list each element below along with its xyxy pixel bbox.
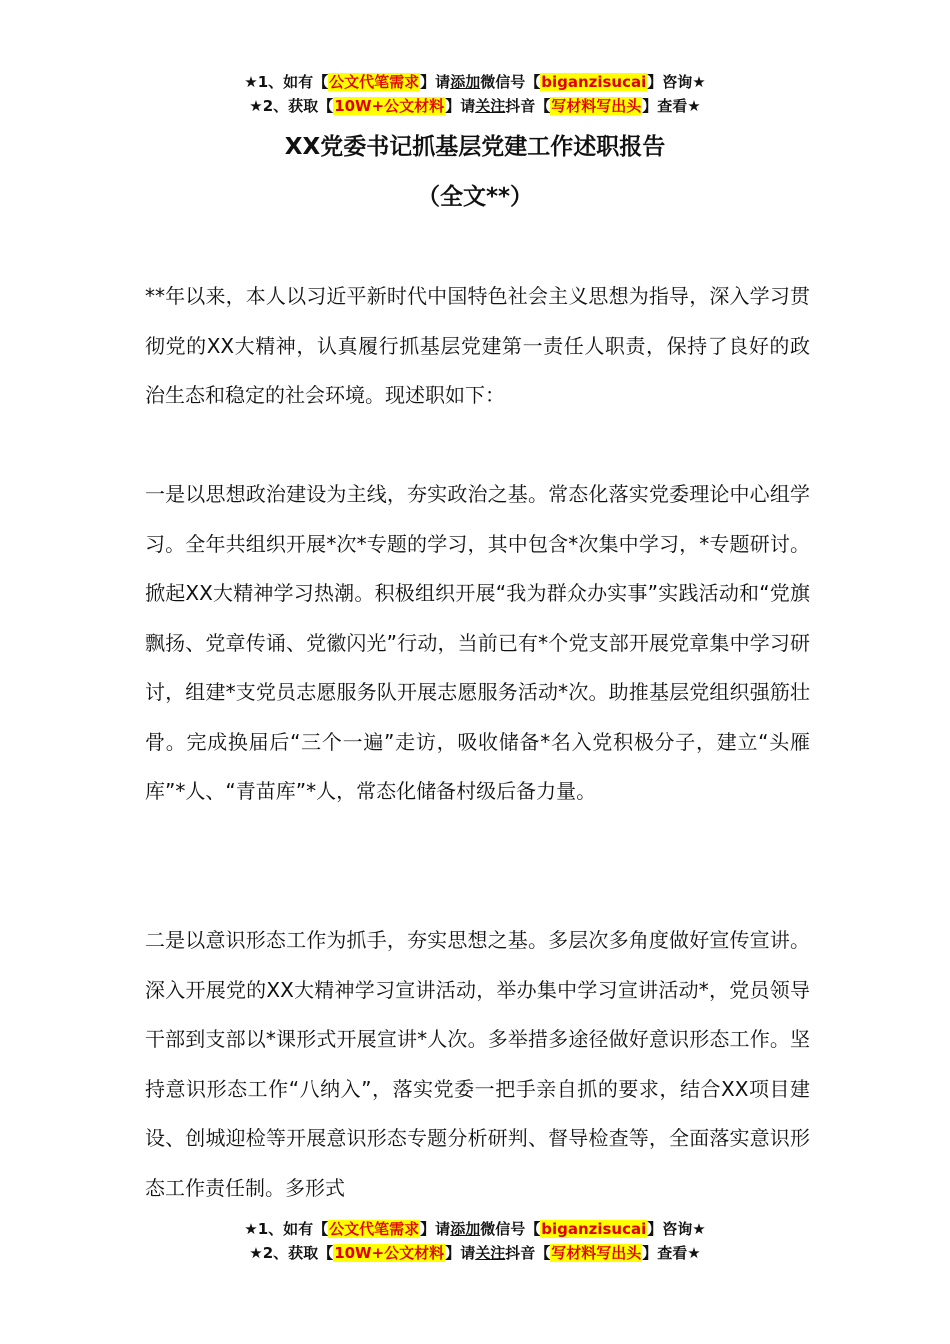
promo-highlight: biganzisucai [541, 73, 647, 91]
paragraph-1: 一是以思想政治建设为主线，夯实政治之基。常态化落实党委理论中心组学习。全年共组织开展*次*专题的学习，其中包含*次集中学习，*专题研讨。掀起XX大精神学习热潮。积极组织开展“我为群众办实事”实践活动和“党旗飘扬、党章传诵、党徽闪光”行动，当前已有*个党支部开展党章集中学习研讨，组建*支党员志愿服务队开展志愿服务活动*次。助推基层党组织强筋壮骨。完成换届后“三个一遍”走访，吸收储备*名入党积极分子，建立“头雁库”*人、“青苗库”*人，常态化储备村级后备力量。 [145, 482, 810, 803]
promo-highlight: 写材料写出头 [551, 1244, 642, 1262]
promo-highlight: 10W+公文材料 [334, 1244, 445, 1262]
promo-line-1: ★1、如有【公文代笔需求】请添加微信号【biganzisucai】咨询★ [244, 1220, 706, 1238]
promo-highlight: 写材料写出头 [551, 97, 642, 115]
promo-line-2: ★2、获取【10W+公文材料】请关注抖音【写材料写出头】查看★ [249, 97, 701, 115]
promo-banner-bottom [0, 1217, 950, 1265]
document-title: XX党委书记抓基层党建工作述职报告 [284, 134, 666, 160]
promo-line-1: ★1、如有【公文代笔需求】请添加微信号【biganzisucai】咨询★ [244, 73, 706, 91]
promo-line-2: ★2、获取【10W+公文材料】请关注抖音【写材料写出头】查看★ [249, 1244, 701, 1262]
promo-highlight: 10W+公文材料 [334, 97, 445, 115]
promo-highlight: 公文代笔需求 [329, 73, 420, 91]
paragraph-2: 二是以意识形态工作为抓手，夯实思想之基。多层次多角度做好宣传宣讲。深入开展党的XX大精神学习宣讲活动，举办集中学习宣讲活动*，党员领导干部到支部以*课形式开展宣讲*人次。多举措多途径做好意识形态工作。坚持意识形态工作“八纳入”，落实党委一把手亲自抓的要求，结合XX项目建设、创城迎检等开展意识形态专题分析研判、督导检查等，全面落实意识形态工作责任制。多形式 [145, 928, 810, 1200]
document-subtitle: （全文**） [416, 184, 534, 210]
paragraph-intro: **年以来，本人以习近平新时代中国特色社会主义思想为指导，深入学习贯彻党的XX大精神，认真履行抓基层党建第一责任人职责，保持了良好的政治生态和稳定的社会环境。现述职如下： [145, 284, 810, 407]
promo-highlight: biganzisucai [541, 1220, 647, 1238]
promo-highlight: 公文代笔需求 [329, 1220, 420, 1238]
promo-banner-top [0, 70, 950, 118]
